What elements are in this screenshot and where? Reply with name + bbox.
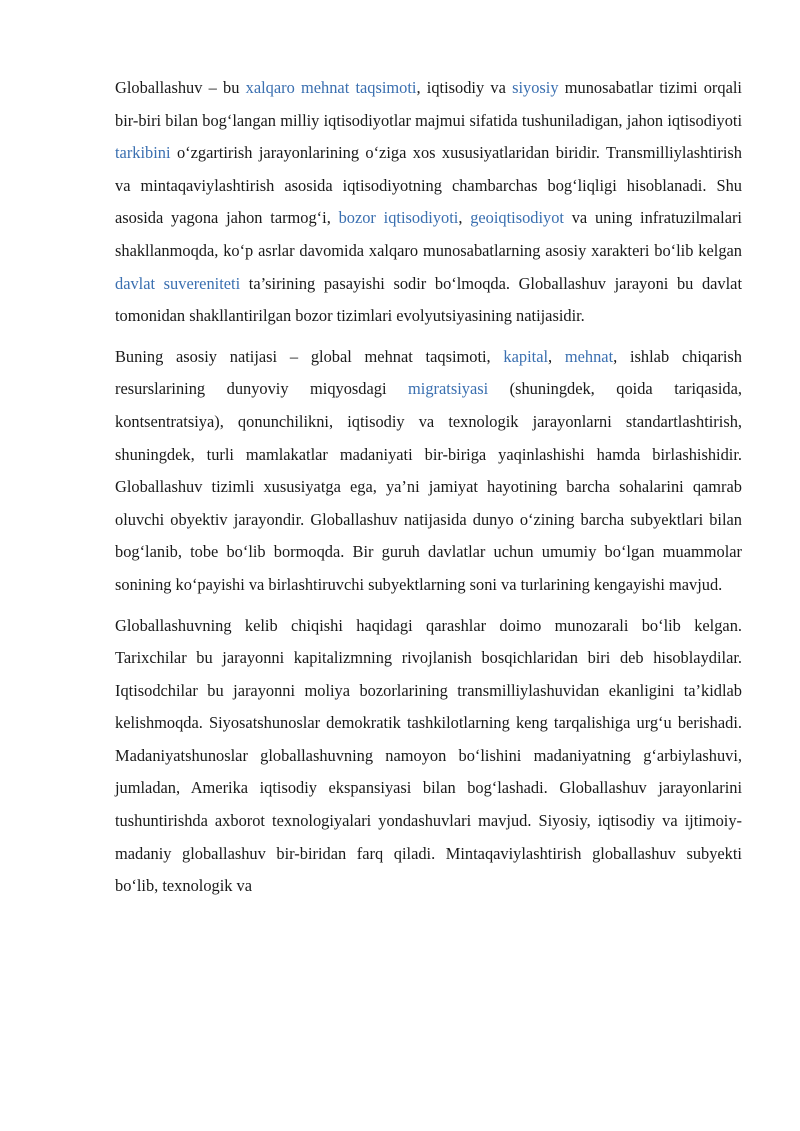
text-segment: o‘zgartirish jarayonlarining o‘ziga xos xususiyatlaridan biridir. Transmilliylashtirish va mintaqaviylashtirish asosida iqtisodiyotning chambarchas bog‘liqligi hisoblanadi. Shu asosida yagona jahon tarmog‘i, [115,143,742,228]
link-bozor-iqtisodiyoti[interactable]: bozor iqtisodiyoti [338,208,459,228]
text-segment: , iqtisodiy va [416,78,513,97]
paragraph-1 [115,72,742,333]
text-segment: Globallashuvning kelib chiqishi haqidagi qarashlar doimo munozarali bo‘lib kelgan. Tarixchilar bu jarayonni kapitalizmning rivojlanish bosqichlaridan biri deb hisoblaydilar. Iqtisodchilar bu jarayonni moliya bozorlarining transmilliylashuvidan ekanligini ta’kidlab kelishmoqda. Siyosatshunoslar demokratik tashkilotlarning keng tarqalishiga urg‘u berishadi. Madaniyatshunoslar globallashuvning namoyon bo‘lishini madaniyatning g‘arbiylashuvi, jumladan, Amerika iqtisodiy ekspansiyasi bilan bog‘lashadi. Globallashuv jarayonlarini tushuntirishda axborot texnologiyalari yondashuvlari mavjud. Siyosiy, iqtisodiy va ijtimoiy-madaniy globallashuv bir-biridan farq qiladi. Mintaqaviylashtirish globallashuv subyekti bo‘lib, texnologik va [115,615,742,896]
text-segment: ta’sirining pasayishi sodir bo‘lmoqda. Globallashuv jarayoni bu davlat tomonidan shakllantirilgan bozor tizimlari evolyutsiyasining natijasidir. [115,273,743,326]
text-segment: , [458,208,471,228]
text-segment: , [548,346,565,366]
link-geoiqtisodiyot[interactable]: geoiqtisodiyot [470,208,564,228]
link-migratsiyasi[interactable]: migratsiyasi [408,379,489,399]
link-davlat-suvereniteti[interactable]: davlat suvereniteti [115,273,241,293]
text-segment: , ishlab chiqarish resurslarining dunyoviy miqyosdagi [115,346,742,399]
paragraph-2 [115,341,742,602]
text-segment: Buning asosiy natijasi – global mehnat taqsimoti, [115,346,504,366]
text-segment: va uning infratuzilmalari shakllanmoqda, ko‘p asrlar davomida xalqaro munosabatlarning asosiy xarakteri bo‘lib kelgan [115,208,742,260]
link-mehnat[interactable]: mehnat [564,346,614,366]
link-siyosiy[interactable]: siyosiy [512,78,559,97]
link-xalqaro-mehnat-taqsimoti[interactable]: xalqaro mehnat taqsimoti [245,78,417,97]
text-segment: Globallashuv – bu [115,78,246,97]
paragraph-3 [115,610,742,903]
text-segment: munosabatlar tizimi orqali bir-biri bilan bog‘langan milliy iqtisodiyotlar majmui sifatida tushuniladigan, jahon iqtisodiyoti [115,78,742,130]
link-kapital[interactable]: kapital [503,346,549,366]
link-tarkibini[interactable]: tarkibini [115,143,171,163]
text-segment: (shuningdek, qoida tariqasida, kontsentratsiya), qonunchilikni, iqtisodiy va texnologik jarayonlarni standartlashtirish, shuningdek, turli mamlakatlar madaniyati bir-biriga yaqinlashishi hamda birlashishidir. Globallashuv tizimli xususiyatga ega, ya’ni jamiyat hayotining barcha sohalarini qamrab oluvchi obyektiv jarayondir. Globallashuv natijasida dunyo o‘zining barcha subyektlari bilan bog‘lanib, tobe bo‘lib bormoqda. Bir guruh davlatlar uchun umumiy bo‘lgan muammolar sonining ko‘payishi va birlashtiruvchi subyektlarning soni va turlarining kengayishi mavjud. [115,379,743,594]
